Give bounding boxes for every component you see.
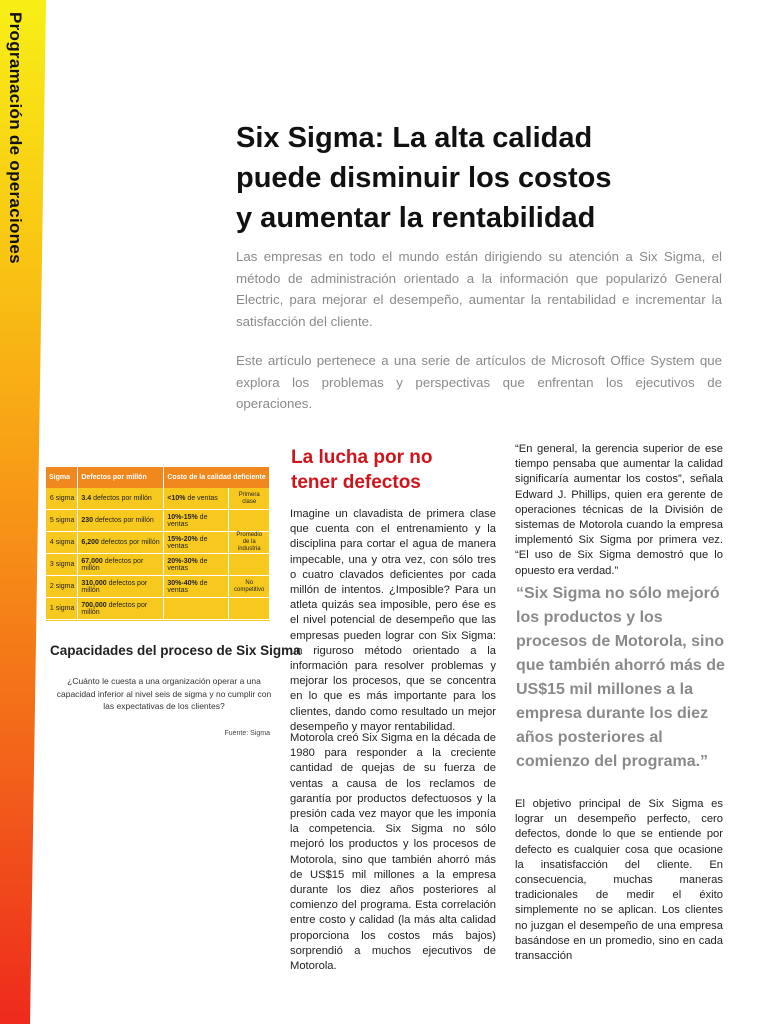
defects-value: 67,000 — [81, 557, 103, 565]
headline-line-1: Six Sigma: La alta calidad — [236, 122, 593, 154]
defects-cell — [78, 554, 164, 576]
defects-cell — [78, 488, 164, 510]
table-row — [46, 576, 270, 598]
cost-unit: de ventas — [167, 513, 208, 528]
defects-cell — [78, 532, 164, 554]
defects-value: 310,000 — [81, 579, 107, 587]
header-defects: Defectos por millón — [78, 467, 164, 488]
defects-cell — [78, 598, 164, 620]
cost-cell — [164, 532, 229, 554]
defects-value: 6,200 — [81, 539, 99, 546]
article-col1-paragraph-2: Motorola creó Six Sigma en la década de 1980 para responder a la creciente cantidad de quejas de su fuerza de ventas a causa de los reclamos de garantía por productos defectuosos y la presión cada vez mayor que les imponía la competencia. Six Sigma no sólo mejoró los productos y los procesos de Motorola, sino que también ahorró más de US$15 mil millones a la empresa durante los diez años posteriores al comienzo del programa. Esta correlación entre costo y calidad (la más alta calidad proporciona los costos más bajos) sorprendió a muchos ejecutivos de Motorola. — [290, 732, 496, 973]
defects-unit: defectos por millón — [81, 557, 144, 572]
table-row — [46, 510, 270, 532]
table-header-row — [46, 467, 270, 488]
sigma-level: 2 sigma — [46, 576, 78, 598]
header-cost: Costo de la calidad deficiente — [164, 467, 270, 488]
cost-cell — [164, 576, 229, 598]
defects-unit: defectos por millón — [93, 495, 152, 502]
sidebar-title-text: Programación de operaciones — [6, 12, 25, 264]
note-cell — [229, 554, 270, 576]
defects-cell — [78, 576, 164, 598]
cost-unit: de ventas — [167, 579, 208, 594]
section-title-line-1: La lucha por no — [291, 447, 433, 468]
table-row — [46, 598, 270, 620]
article-col2-paragraph-2: El objetivo principal de Six Sigma es lograr un desempeño perfecto, cero defectos, donde lo que se entiende por defecto es cualquier cosa que ocasione la insatisfacción del cliente. En consecuencia, muchas maneras tradicionales de medir el éxito simplemente no se aplican. Los clientes no juzgan el desempeño de una empresa basándose en un promedio, sino en cada transacción — [515, 798, 723, 963]
headline-line-2: puede disminuir los costos — [236, 162, 612, 194]
cost-cell — [164, 510, 229, 532]
sidebar-title — [3, 12, 27, 412]
sigma-level: 3 sigma — [46, 554, 78, 576]
note-cell: Promedio de la industria — [229, 532, 270, 554]
table-row — [46, 488, 270, 510]
cost-value: 10%-15% — [167, 513, 198, 521]
cost-cell — [164, 598, 229, 620]
sigma-table-box — [46, 467, 270, 621]
cost-value: 20%-30% — [167, 557, 198, 565]
pull-quote: “Six Sigma no sólo mejoró los productos y los procesos de Motorola, sino que también ahorró más de US$15 mil millones a la empresa durante los diez años posteriores al comienzo del programa.” — [516, 585, 725, 770]
cost-unit: de ventas — [167, 535, 208, 550]
article-col2-paragraph-1: “En general, la gerencia superior de ese tiempo pensaba que aumentar la calidad significaría aumentar los costos”, señala Edward J. Phillips, quien era gerente de operaciones técnicas de la División de sistemas de Motorola cuando la empresa implementó Six Sigma por primera vez. “El uso de Six Sigma demostró que lo opuesto era verdad.” — [515, 443, 723, 577]
note-cell — [229, 598, 270, 620]
headline — [236, 118, 686, 238]
defects-unit: defectos por millón — [95, 517, 154, 524]
capabilities-title: Capacidades del proceso de Six Sigma — [50, 643, 301, 658]
article-col1-paragraph-1: Imagine un clavadista de primera clase que cuenta con el entrenamiento y la disciplina para cortar el agua de manera impecable, una y otra vez, con sólo tres o cuatro clavados deficientes por cada millón de intentos. ¿Imposible? Para un atleta quizás sea imposible, pero ése es el nivel potencial de desempeño que las empresas pueden lograr con Six Sigma: un riguroso método orientado a la información para resolver problemas y mejorar los procesos, que se concentra en lo que es más importante para los clientes, dando como resultado un mejor desempeño y mayor rentabilidad. — [290, 508, 496, 733]
note-cell: No competitivo — [229, 576, 270, 598]
cost-unit: de ventas — [187, 495, 218, 502]
sigma-level: 1 sigma — [46, 598, 78, 620]
intro-paragraph-2: Este artículo pertenece a una serie de artículos de Microsoft Office System que explora los problemas y perspectivas que enfrentan los ejecutivos de operaciones. — [236, 353, 722, 411]
note-cell: Primera clase — [229, 488, 270, 510]
defects-unit: defectos por millón — [81, 601, 148, 616]
cost-value: 15%-20% — [167, 535, 198, 543]
headline-line-3: y aumentar la rentabilidad — [236, 202, 596, 234]
cost-cell — [164, 488, 229, 510]
defects-cell — [78, 510, 164, 532]
defects-unit: defectos por millón — [100, 539, 160, 546]
sigma-level: 4 sigma — [46, 532, 78, 554]
cost-cell — [164, 554, 229, 576]
sigma-table — [46, 467, 270, 620]
section-title — [291, 445, 491, 495]
section-title-line-2: tener defectos — [291, 472, 421, 493]
defects-value: 230 — [81, 517, 94, 524]
defects-value: 700,000 — [81, 601, 107, 609]
cost-unit: de ventas — [167, 557, 208, 572]
sigma-level: 6 sigma — [46, 488, 78, 510]
intro-paragraph-1: Las empresas en todo el mundo están dirigiendo su atención a Six Sigma, el método de administración orientado a la información que popularizó General Electric, para mejorar el desempeño, aumentar la rentabilidad e incrementar la satisfacción del cliente. — [236, 249, 722, 329]
defects-value: 3.4 — [81, 495, 92, 502]
header-sigma: Sigma — [46, 467, 78, 488]
note-cell — [229, 510, 270, 532]
defects-unit: defectos por millón — [81, 579, 148, 594]
sigma-level: 5 sigma — [46, 510, 78, 532]
capabilities-question: ¿Cuánto le cuesta a una organización operar a una capacidad inferior al nivel seis de sigma y no cumplir con las expectativas de los clientes? — [56, 676, 272, 711]
capabilities-source: Fuente: Sigma — [224, 730, 270, 737]
cost-value: 30%-40% — [167, 579, 198, 587]
cost-value: <10% — [167, 495, 186, 502]
table-row — [46, 532, 270, 554]
table-row — [46, 554, 270, 576]
